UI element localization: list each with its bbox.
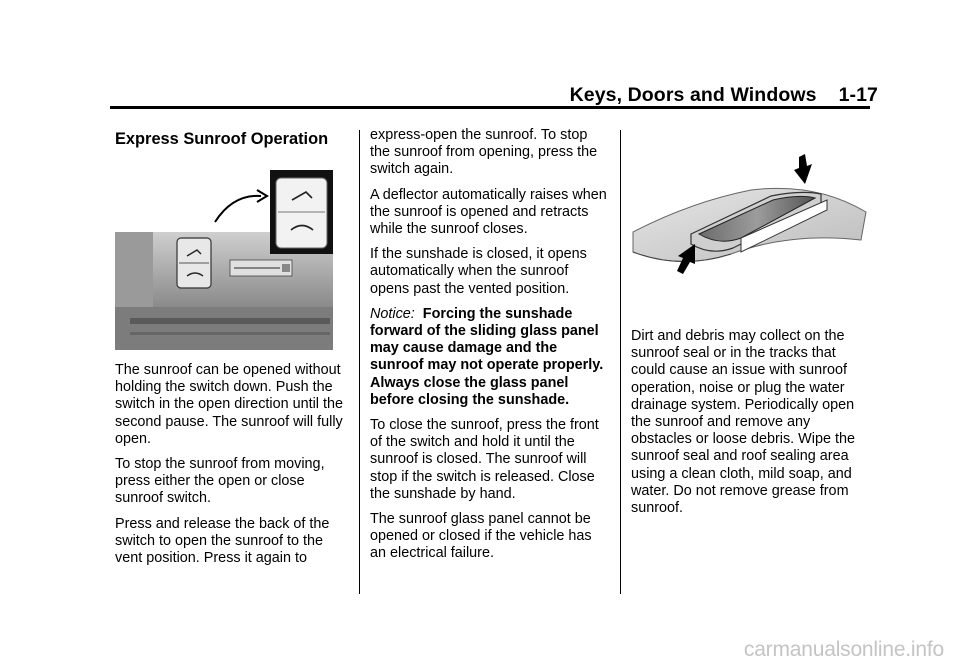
notice-label: Notice: xyxy=(370,305,415,322)
notice xyxy=(370,306,610,409)
section-heading: Express Sunroof Operation xyxy=(115,130,329,148)
paragraph: express-open the sunroof. To stop the sunroof from opening, press the switch again. xyxy=(370,127,598,178)
column-1-text xyxy=(115,362,351,575)
watermark: carmanualsonline.info xyxy=(743,638,944,661)
sunroof-switch-illustration xyxy=(115,170,333,350)
column-3-text xyxy=(631,328,871,525)
paragraph: Dirt and debris may collect on the sunroof seal or in the tracks that could cause an issue with sunroof operation, noise or plug the water drainage system. Periodically open the sunroof and remove any obstacles or loose debris. Wipe the sunroof seal and roof sealing area using a clean cloth, mild soap, and water. Do not remove grease from sunroof. xyxy=(631,328,855,517)
paragraph: The sunroof can be opened without holding the switch down. Push the switch in the open direction until the second pause. The sunroof will fully open. xyxy=(115,362,343,447)
section-title: Keys, Doors and Windows xyxy=(569,84,817,106)
paragraph: The sunroof glass panel cannot be opened or closed if the vehicle has an electrical failure. xyxy=(370,511,592,562)
paragraph: To close the sunroof, press the front of the switch and hold it until the sunroof is closed. The sunroof will stop if the switch is released. Close the sunshade by hand. xyxy=(370,417,599,502)
column-divider xyxy=(620,130,621,594)
running-header xyxy=(570,84,878,107)
notice-text: Forcing the sunshade forward of the sliding glass panel may cause damage and the sunroof may not operate properly. Always close the glass panel before closing the sunshade. xyxy=(370,305,604,408)
paragraph: To stop the sunroof from moving, press either the open or close sunroof switch. xyxy=(115,456,325,507)
column-2-text xyxy=(370,127,610,571)
header-rule xyxy=(110,106,870,109)
paragraph: Press and release the back of the switch to open the sunroof to the vent position. Press it again to xyxy=(115,515,330,567)
column-divider xyxy=(359,130,360,594)
paragraph: If the sunshade is closed, it opens automatically when the sunroof opens past the vented position. xyxy=(370,246,587,297)
sunroof-seal-illustration xyxy=(631,152,871,277)
paragraph: A deflector automatically raises when the sunroof is opened and retracts while the sunroof closes. xyxy=(370,186,607,238)
page-number: 1-17 xyxy=(838,84,878,106)
